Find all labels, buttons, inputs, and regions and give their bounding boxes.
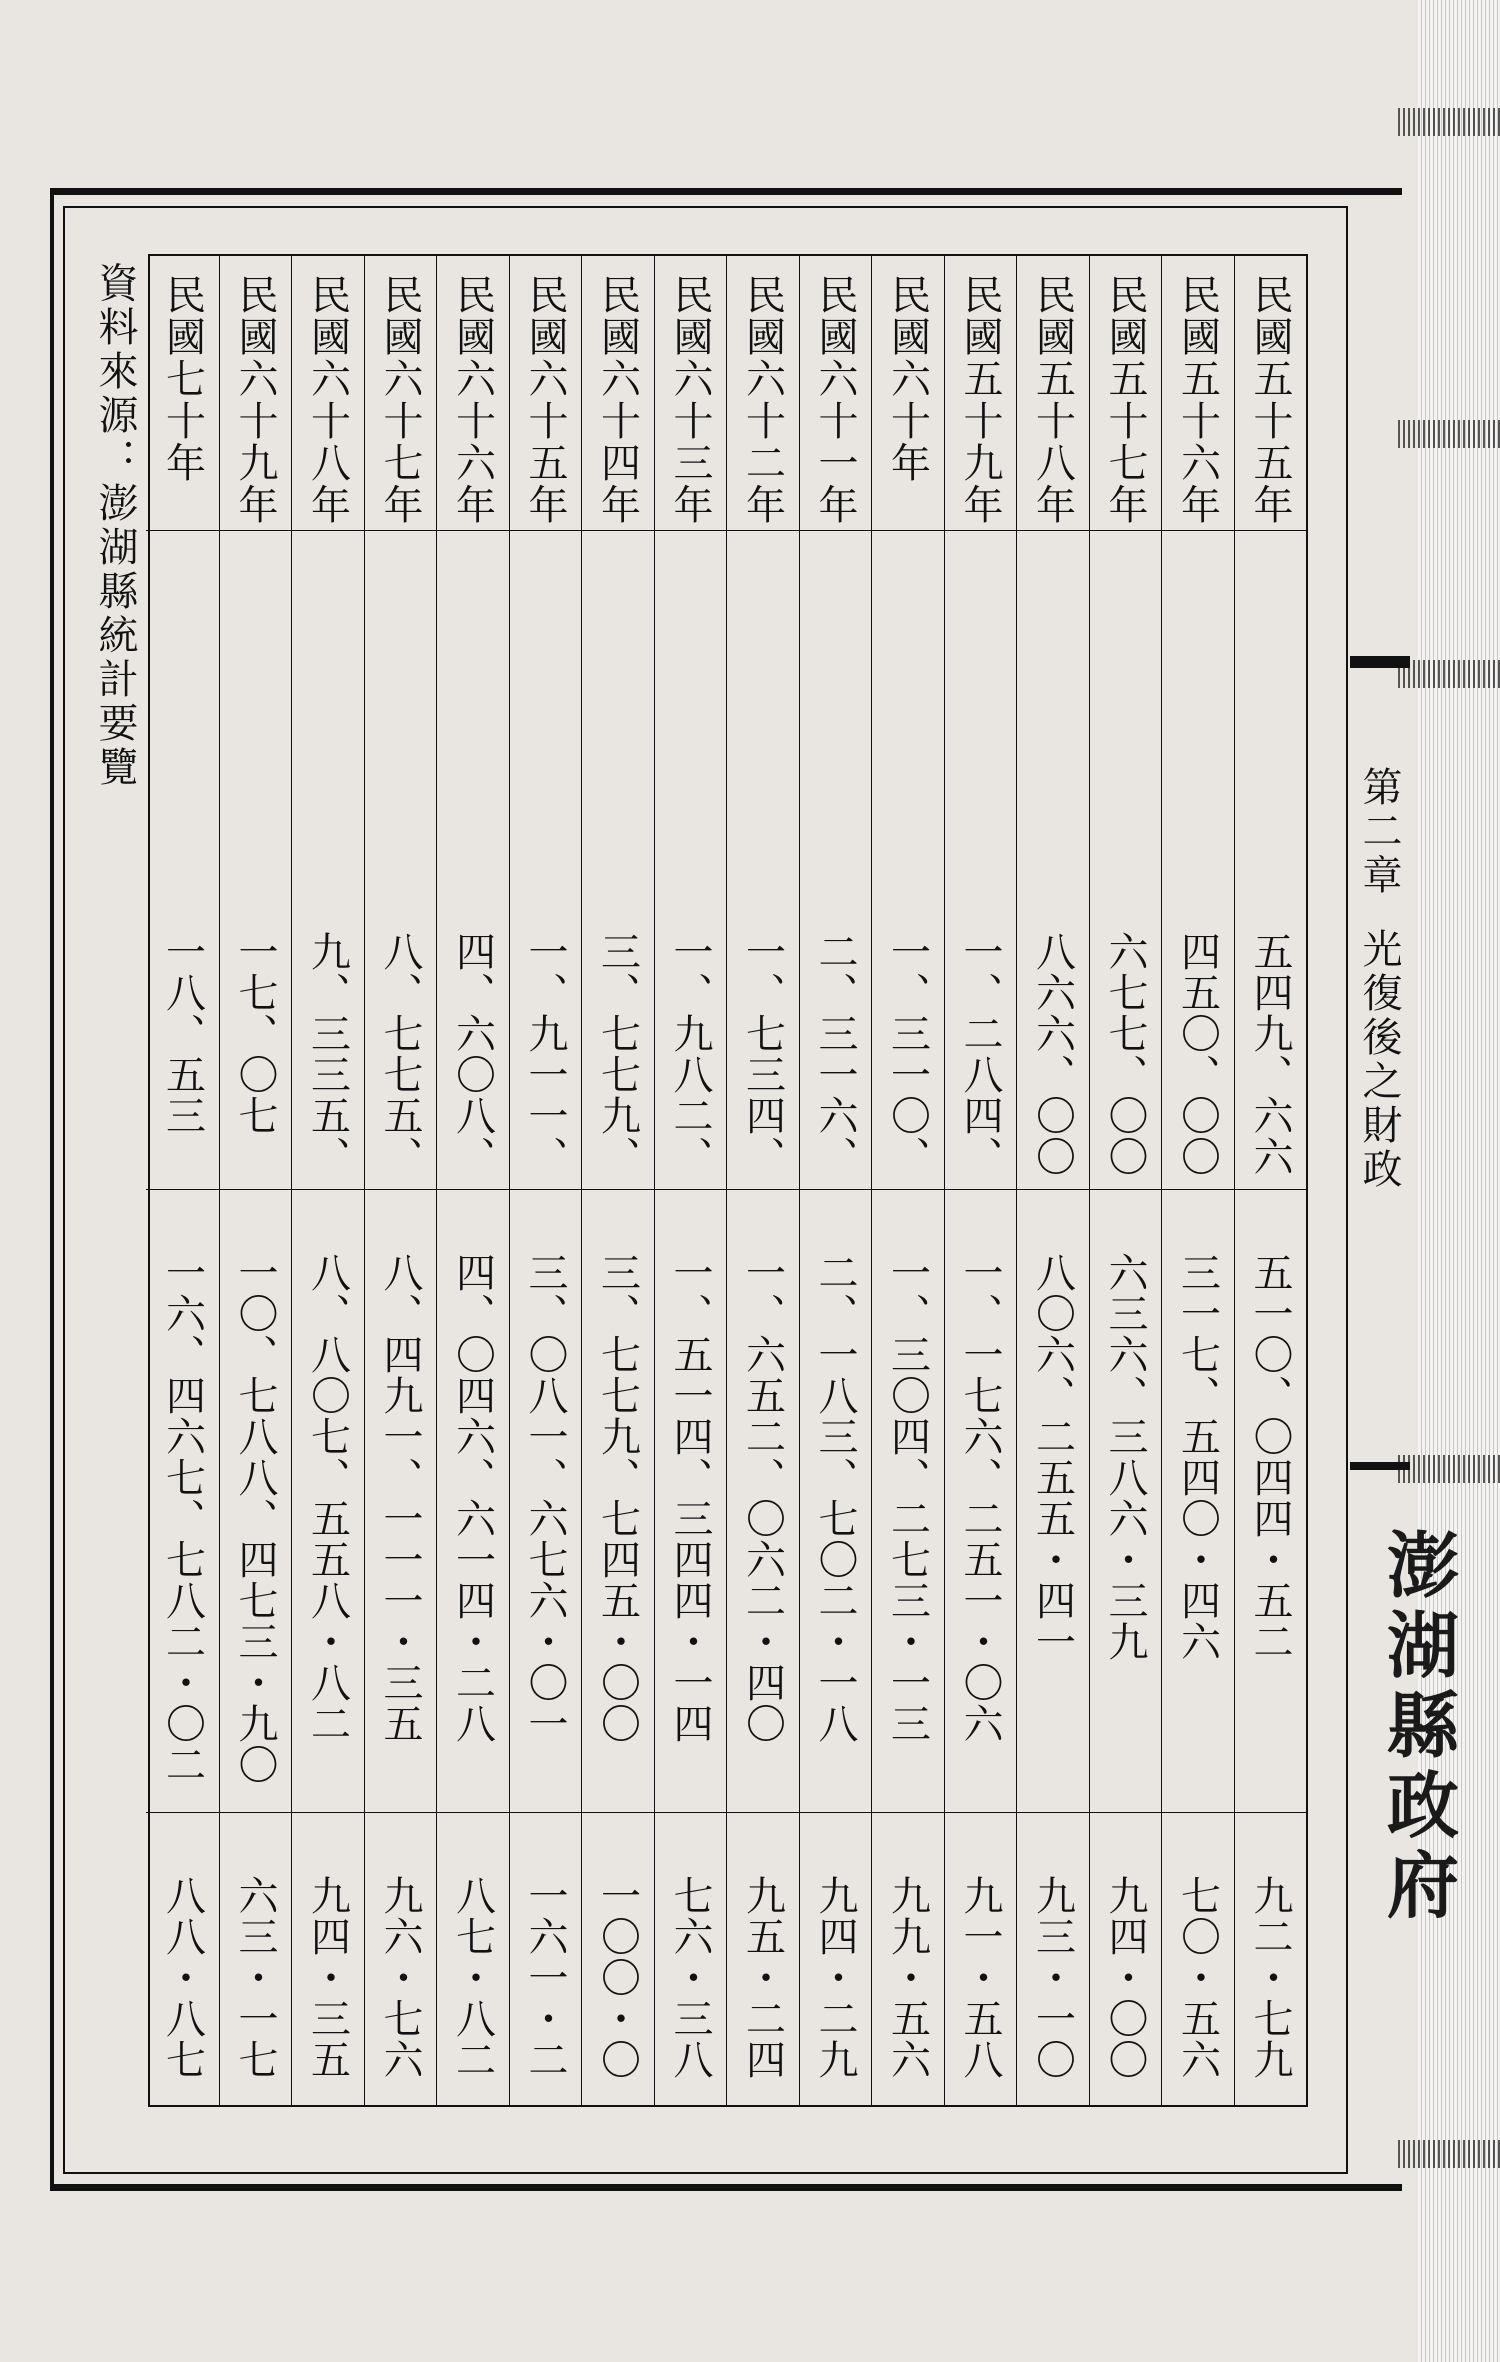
budget-cell: 二、三一六、 [800, 531, 872, 1190]
table-row [291, 256, 364, 2105]
page-edge-mark [1398, 660, 1500, 688]
year-cell: 民國六十五年 [510, 256, 582, 531]
budget-cell: 一、三一〇、 [872, 531, 944, 1190]
book-title-char: 政 [1386, 1763, 1459, 1848]
rate-cell: 六三・一七 [232, 1874, 278, 2080]
final-cell: 三、七七九、七四五・〇〇 [582, 1190, 654, 1812]
rate-cell: 八七・八二 [449, 1874, 496, 2080]
rate-cell: 九九・五六 [884, 1874, 931, 2080]
final-cell: 五一〇、〇四四・五二 [1235, 1190, 1307, 1812]
budget-cell: 五四九、六六 [1235, 531, 1307, 1190]
year-cell: 民國七十年 [146, 256, 219, 531]
budget-cell: 四五〇、〇〇 [1162, 531, 1234, 1190]
book-title-char: 縣 [1386, 1683, 1459, 1768]
rate-cell: 一六一・二 [522, 1874, 568, 2080]
rate-cell: 七六・三八 [667, 1874, 713, 2080]
budget-cell: 四、六〇八、 [437, 531, 509, 1190]
year-cell: 民國五十八年 [1017, 256, 1089, 531]
final-cell: 八、八〇七、五五八・八二 [292, 1190, 364, 1812]
rate-cell: 九四・三五 [304, 1874, 351, 2080]
final-cell: 一六、四六七、七八二・〇二 [146, 1190, 219, 1812]
year-cell: 民國五十五年 [1235, 256, 1307, 531]
budget-cell: 一、九八二、 [655, 531, 727, 1190]
table-row [1089, 256, 1162, 2105]
table-row [871, 256, 944, 2105]
year-cell: 民國六十年 [872, 256, 944, 531]
header-ornament [1350, 656, 1410, 668]
table-row [146, 256, 219, 2105]
table-row [726, 256, 799, 2105]
table-row [1234, 256, 1307, 2105]
table-row [581, 256, 654, 2105]
book-title-char: 澎 [1386, 1523, 1459, 1608]
page-edge-mark [1398, 1455, 1500, 1483]
final-cell: 三、〇八一、六七六・〇一 [510, 1190, 582, 1812]
year-cell: 民國五十六年 [1162, 256, 1234, 531]
rate-cell: 九一・五八 [957, 1874, 1003, 2080]
source-note: 資料來源：澎湖縣統計要覽 [92, 262, 138, 790]
year-cell: 民國六十八年 [292, 256, 364, 531]
budget-cell: 八、七七五、 [365, 531, 437, 1190]
table-row [436, 256, 509, 2105]
year-cell: 民國六十七年 [365, 256, 437, 531]
budget-cell: 一、七三四、 [727, 531, 799, 1190]
year-cell: 民國六十六年 [437, 256, 509, 531]
budget-cell: 八六六、〇〇 [1017, 531, 1089, 1190]
table-row [509, 256, 582, 2105]
table-row [944, 256, 1017, 2105]
budget-cell: 六七七、〇〇 [1090, 531, 1162, 1190]
rate-cell: 九三・一〇 [1029, 1874, 1076, 2080]
table-row [654, 256, 727, 2105]
budget-cell: 一、九一一、 [510, 531, 582, 1190]
table-row [1016, 256, 1089, 2105]
year-cell: 民國六十四年 [582, 256, 654, 531]
final-cell: 一、一七六、二五一・〇六 [945, 1190, 1017, 1812]
running-header [1350, 766, 1408, 1192]
rate-cell: 九二・七九 [1247, 1874, 1293, 2080]
finance-table [148, 254, 1308, 2107]
year-cell: 民國六十三年 [655, 256, 727, 531]
budget-cell: 九、三三五、 [292, 531, 364, 1190]
chapter-number: 第二章 [1356, 766, 1402, 898]
chapter-title: 光復後之財政 [1356, 928, 1402, 1192]
rate-cell: 七〇・五六 [1174, 1874, 1221, 2080]
year-cell: 民國五十七年 [1090, 256, 1162, 531]
budget-cell: 一七、〇七 [220, 531, 292, 1190]
budget-cell: 一、二八四、 [945, 531, 1017, 1190]
rate-cell: 九六・七六 [377, 1874, 423, 2080]
book-title-char: 湖 [1386, 1603, 1459, 1688]
year-cell: 民國五十九年 [945, 256, 1017, 531]
rate-cell: 九四・〇〇 [1102, 1874, 1148, 2080]
year-cell: 民國六十二年 [727, 256, 799, 531]
table-row [1161, 256, 1234, 2105]
final-cell: 八、四九一、一一一・三五 [365, 1190, 437, 1812]
rate-cell: 一〇〇・〇 [594, 1874, 641, 2080]
final-cell: 一、三〇四、二七三・一三 [872, 1190, 944, 1812]
final-cell: 三一七、五四〇・四六 [1162, 1190, 1234, 1812]
final-cell: 一〇、七八八、四七三・九〇 [220, 1190, 292, 1812]
page-edge-mark [1398, 108, 1500, 136]
rate-cell: 九四・二九 [812, 1874, 858, 2080]
page-edge-mark [1398, 420, 1500, 448]
table-row [364, 256, 437, 2105]
rate-cell: 八八・八七 [159, 1874, 206, 2080]
final-cell: 六三六、三八六・三九 [1090, 1190, 1162, 1812]
year-cell: 民國六十一年 [800, 256, 872, 531]
final-cell: 一、五一四、三四四・一四 [655, 1190, 727, 1812]
final-cell: 八〇六、二五五・四一 [1017, 1190, 1089, 1812]
budget-cell: 一八、五三 [146, 531, 219, 1190]
final-cell: 四、〇四六、六一四・二八 [437, 1190, 509, 1812]
table-row [219, 256, 292, 2105]
header-ornament [1350, 1462, 1410, 1470]
page-edge-mark [1398, 2140, 1500, 2168]
page-edge-stack [1418, 0, 1500, 2362]
final-cell: 二、一八三、七〇二・一八 [800, 1190, 872, 1812]
final-cell: 一、六五二、〇六二・四〇 [727, 1190, 799, 1812]
table-row [799, 256, 872, 2105]
budget-cell: 三、七七九、 [582, 531, 654, 1190]
rate-cell: 九五・二四 [739, 1874, 786, 2080]
book-title-char: 府 [1386, 1843, 1459, 1928]
year-cell: 民國六十九年 [220, 256, 292, 531]
